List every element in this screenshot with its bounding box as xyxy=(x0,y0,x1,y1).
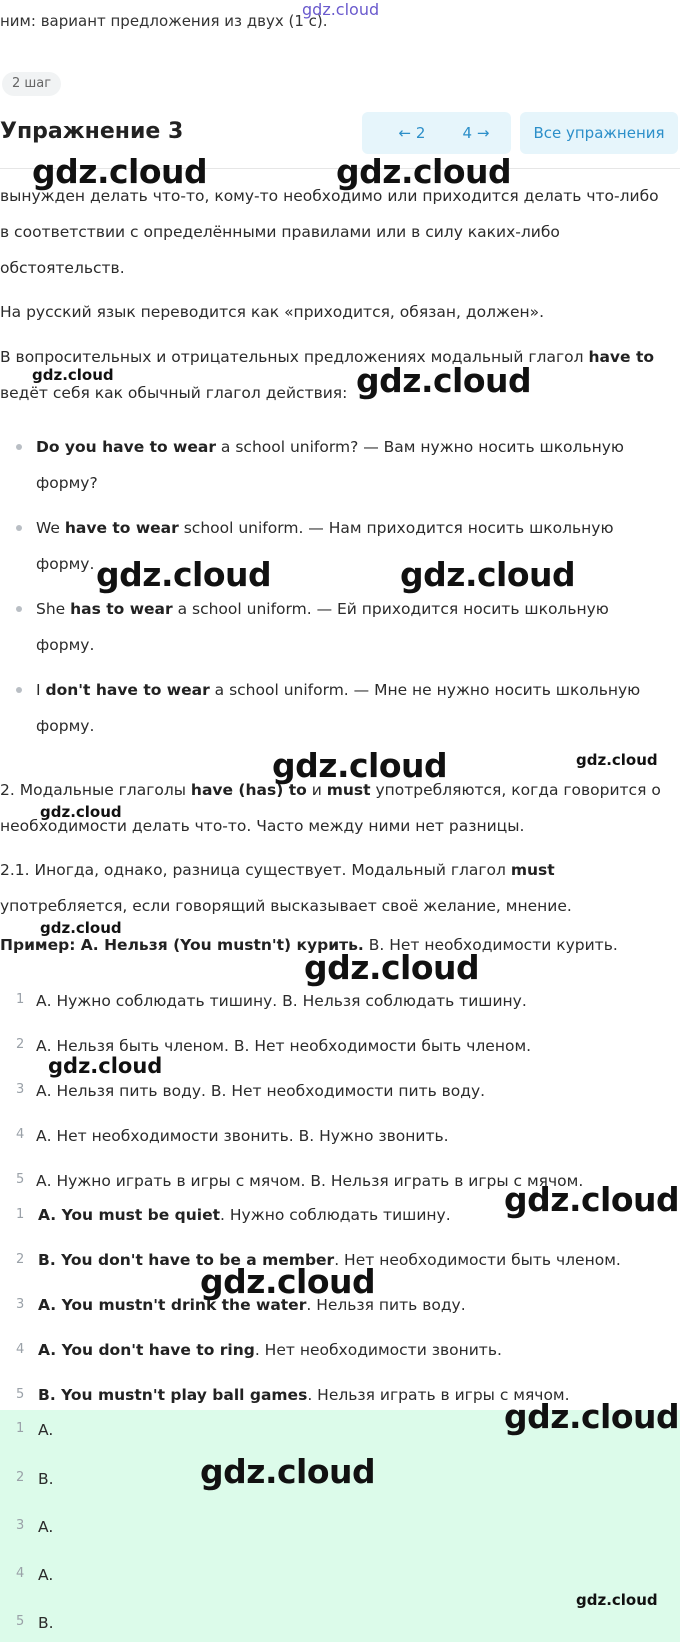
step-badge: 2 шаг xyxy=(2,72,61,96)
item-number: 4 xyxy=(16,1566,25,1581)
item-number: 1 xyxy=(16,1207,25,1222)
watermark: gdz.cloud xyxy=(200,1452,376,1491)
translation-note: На русский язык переводится как «приходится, обязан, должен». xyxy=(0,303,545,321)
rule-2: 2. Модальные глаголы have (has) to и must употребляются, когда говорится о xyxy=(0,781,661,799)
rule-2-1-cont: употребляется, если говорящий высказывает своё желание, мнение. xyxy=(0,897,572,915)
translation-item: A. You must be quiet. Нужно соблюдать тишину. xyxy=(38,1206,451,1224)
item-number: 2 xyxy=(16,1470,25,1485)
example-line: Пример: А. Нельзя (You mustn't) курить. В. Нет необходимости курить. xyxy=(0,936,618,954)
watermark: gdz.cloud xyxy=(40,919,122,937)
watermark: gdz.cloud xyxy=(356,361,532,400)
watermark: gdz.cloud xyxy=(40,803,122,821)
example-item: She has to wear a school uniform. — Ей приходится носить школьную xyxy=(36,600,609,618)
bullet-icon xyxy=(16,525,22,531)
question-note: В вопросительных и отрицательных предложениях модальный глагол have to xyxy=(0,348,655,366)
exercise-title: Упражнение 3 xyxy=(0,119,184,144)
watermark: gdz.cloud xyxy=(32,152,208,191)
next-exercise-button[interactable]: 4 → xyxy=(441,112,511,154)
bullet-icon xyxy=(16,444,22,450)
watermark: gdz.cloud xyxy=(200,1262,376,1301)
all-exercises-button[interactable]: Все упражнения xyxy=(520,112,678,154)
item-number: 4 xyxy=(16,1127,25,1142)
item-number: 1 xyxy=(16,992,25,1007)
question-note-cont: ведёт себя как обычный глагол действия: xyxy=(0,384,348,402)
task-item: А. Нужно играть в игры с мячом. В. Нельзя играть в игры с мячом. xyxy=(36,1172,584,1190)
example-item: We have to wear school uniform. — Нам приходится носить школьную xyxy=(36,519,614,537)
task-item: А. Нет необходимости звонить. В. Нужно звонить. xyxy=(36,1127,449,1145)
translation-item: A. You don't have to ring. Нет необходимости звонить. xyxy=(38,1341,502,1359)
item-number: 5 xyxy=(16,1172,25,1187)
item-number: 5 xyxy=(16,1614,25,1629)
watermark: gdz.cloud xyxy=(576,751,658,769)
theory-line: вынужден делать что-то, кому-то необходимо или приходится делать что-либо xyxy=(0,187,659,205)
answer-item: A. xyxy=(38,1518,54,1536)
cut-off-text: ним: вариант предложения из двух (1 с). xyxy=(0,12,328,30)
rule-2-1: 2.1. Иногда, однако, разница существует. Модальный глагол must xyxy=(0,861,555,879)
theory-line: обстоятельств. xyxy=(0,259,125,277)
translation-item: B. You mustn't play ball games. Нельзя играть в игры с мячом. xyxy=(38,1386,570,1404)
watermark: gdz.cloud xyxy=(96,555,272,594)
answer-item: B. xyxy=(38,1614,54,1632)
answer-item: A. xyxy=(38,1421,54,1439)
item-number: 5 xyxy=(16,1387,25,1402)
translation-item: A. You mustn't drink the water. Нельзя пить воду. xyxy=(38,1296,466,1314)
watermark: gdz.cloud xyxy=(304,948,480,987)
bullet-icon xyxy=(16,606,22,612)
theory-line: в соответствии с определёнными правилами или в силу каких-либо xyxy=(0,223,560,241)
item-number: 3 xyxy=(16,1518,25,1533)
watermark: gdz.cloud xyxy=(504,1180,680,1219)
watermark: gdz.cloud xyxy=(336,152,512,191)
watermark: gdz.cloud xyxy=(48,1054,163,1078)
task-item: А. Нельзя быть членом. В. Нет необходимости быть членом. xyxy=(36,1037,532,1055)
watermark: gdz.cloud xyxy=(272,746,448,785)
task-item: А. Нельзя пить воду. В. Нет необходимости пить воду. xyxy=(36,1082,486,1100)
watermark: gdz.cloud xyxy=(302,0,380,19)
prev-exercise-button[interactable]: ← 2 xyxy=(362,112,462,154)
item-number: 1 xyxy=(16,1421,25,1436)
example-item-cont: форму. xyxy=(36,636,95,654)
item-number: 2 xyxy=(16,1252,25,1267)
watermark: gdz.cloud xyxy=(32,366,114,384)
example-item: I don't have to wear a school uniform. — Мне не нужно носить школьную xyxy=(36,681,641,699)
watermark: gdz.cloud xyxy=(504,1397,680,1436)
item-number: 2 xyxy=(16,1037,25,1052)
item-number: 4 xyxy=(16,1342,25,1357)
example-item-cont: форму. xyxy=(36,717,95,735)
task-item: А. Нужно соблюдать тишину. В. Нельзя соблюдать тишину. xyxy=(36,992,527,1010)
item-number: 3 xyxy=(16,1082,25,1097)
example-item-cont: форму? xyxy=(36,474,98,492)
rule-2-cont: необходимости делать что-то. Часто между ними нет разницы. xyxy=(0,817,525,835)
answer-item: A. xyxy=(38,1566,54,1584)
translation-item: B. You don't have to be a member. Нет необходимости быть членом. xyxy=(38,1251,621,1269)
watermark: gdz.cloud xyxy=(400,555,576,594)
answer-item: B. xyxy=(38,1470,54,1488)
watermark: gdz.cloud xyxy=(576,1591,658,1609)
example-item-cont: форму. xyxy=(36,555,95,573)
example-item: Do you have to wear a school uniform? — Вам нужно носить школьную xyxy=(36,438,624,456)
item-number: 3 xyxy=(16,1297,25,1312)
bullet-icon xyxy=(16,687,22,693)
